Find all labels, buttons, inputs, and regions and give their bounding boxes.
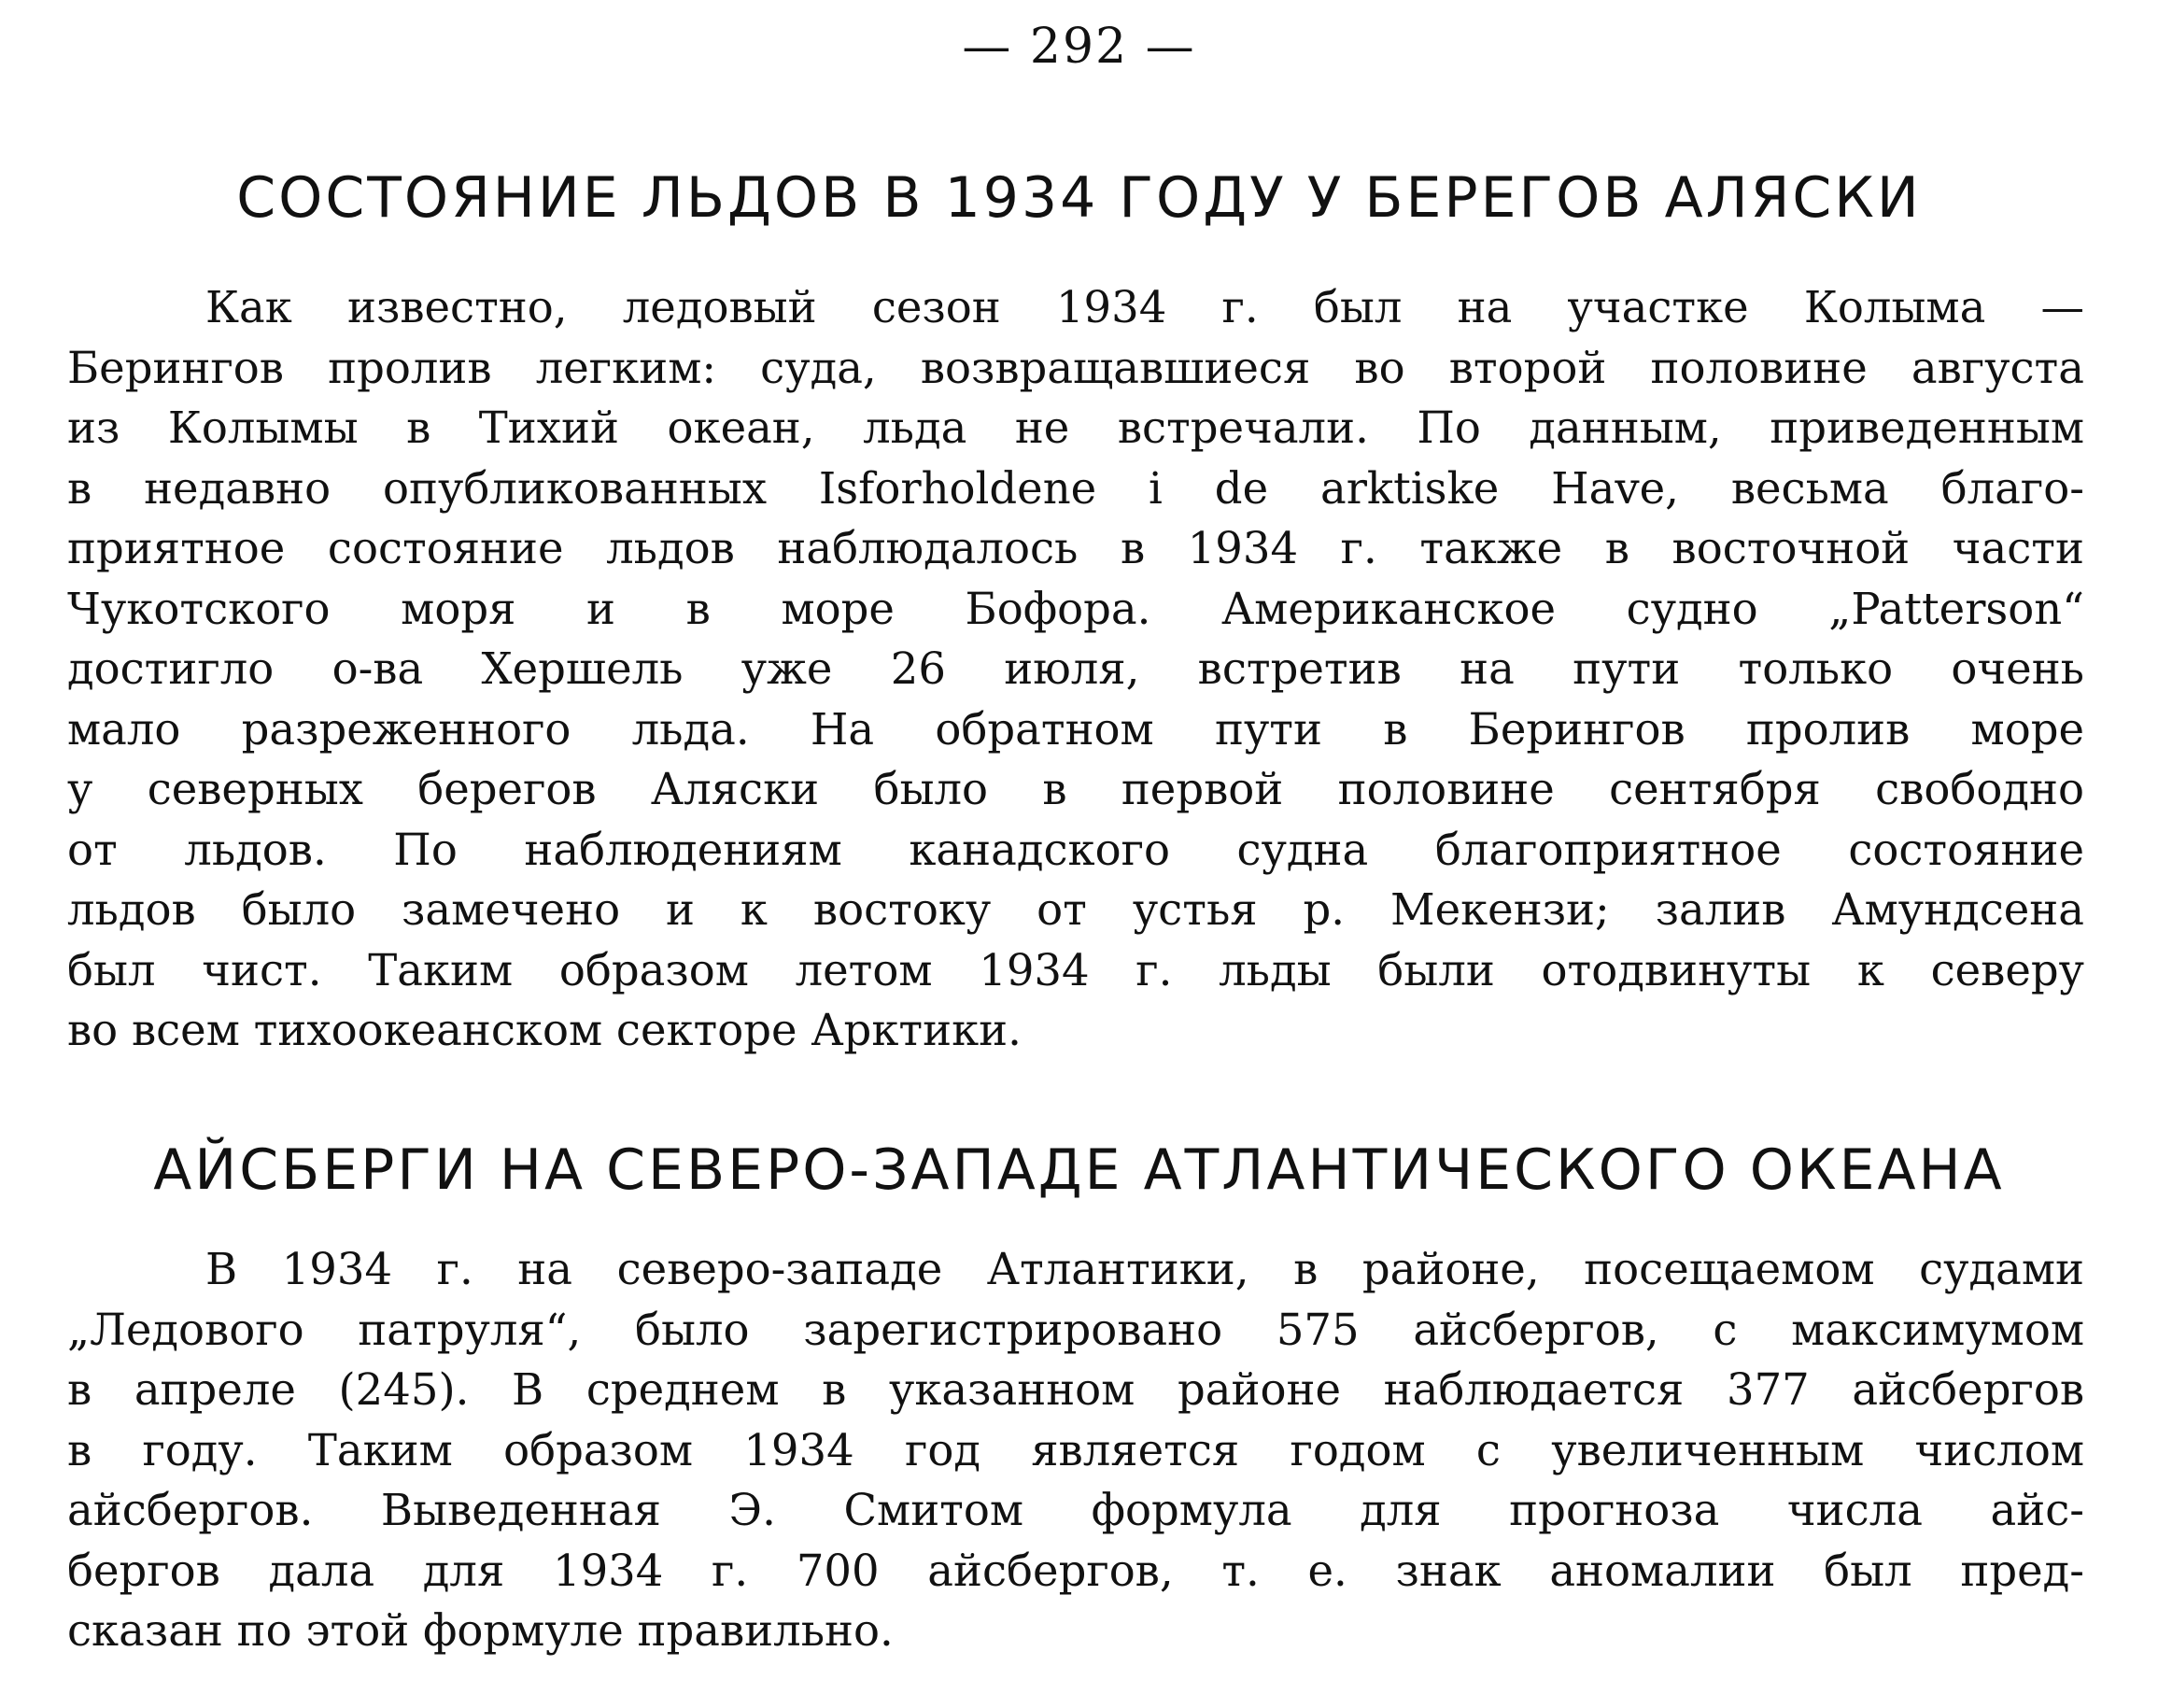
text-line: от льдов. По наблюдениям канадского судна благоприятное состояние: [67, 824, 2084, 875]
text-line: достигло о-ва Хершель уже 26 июля, встретив на пути только очень: [67, 643, 2084, 694]
text-line: льдов было замечено и к востоку от устья р. Мекензи; залив Амундсена: [67, 884, 2084, 935]
section-2-paragraph: [67, 1239, 2084, 1661]
text-line: из Колымы в Тихий океан, льда не встречали. По данным, приведенным: [67, 402, 2084, 453]
text-line: бергов дала для 1934 г. 700 айсбергов, т. е. знак аномалии был пред-: [67, 1545, 2084, 1596]
text-line: Как известно, ледовый сезон 1934 г. был на участке Колыма —: [205, 282, 2084, 332]
section-1-paragraph: [67, 277, 2084, 1061]
text-line: приятное состояние льдов наблюдалось в 1934 г. также в восточной части: [67, 523, 2084, 573]
text-line: сказан по этой формуле правильно.: [67, 1605, 894, 1656]
text-line: в году. Таким образом 1934 год является годом с увеличенным числом: [67, 1424, 2084, 1475]
section-2-heading: АЙСБЕРГИ НА СЕВЕРО-ЗАПАДЕ АТЛАНТИЧЕСКОГО ОКЕАНА: [153, 1137, 2005, 1203]
text-line: Берингов пролив легким: суда, возвращавшиеся во второй половине августа: [67, 342, 2084, 393]
text-line: мало разреженного льда. На обратном пути в Берингов пролив море: [67, 703, 2084, 755]
text-line: В 1934 г. на северо-западе Атлантики, в районе, посещаемом судами: [205, 1244, 2084, 1294]
text-line: во всем тихоокеанском секторе Арктики.: [67, 1005, 1022, 1055]
text-line: Чукотского моря и в море Бофора. Американское судно „Patterson“: [67, 583, 2084, 634]
text-line: у северных берегов Аляски было в первой половине сентября свободно: [67, 764, 2084, 814]
text-line: „Ледового патруля“, было зарегистрировано 575 айсбергов, с максимумом: [67, 1304, 2084, 1355]
section-1-heading: СОСТОЯНИЕ ЛЬДОВ В 1934 ГОДУ У БЕРЕГОВ АЛЯСКИ: [236, 165, 1922, 231]
text-line: был чист. Таким образом летом 1934 г. льды были отодвинуты к северу: [67, 944, 2084, 995]
text-line: в недавно опубликованных Isforholdene i de arktiske Have, весьма благо-: [67, 462, 2084, 514]
text-line: в апреле (245). В среднем в указанном районе наблюдается 377 айсбергов: [67, 1364, 2084, 1415]
page-number: — 292 —: [962, 19, 1196, 75]
text-line: айсбергов. Выведенная Э. Смитом формула для прогноза числа айс-: [67, 1485, 2084, 1535]
